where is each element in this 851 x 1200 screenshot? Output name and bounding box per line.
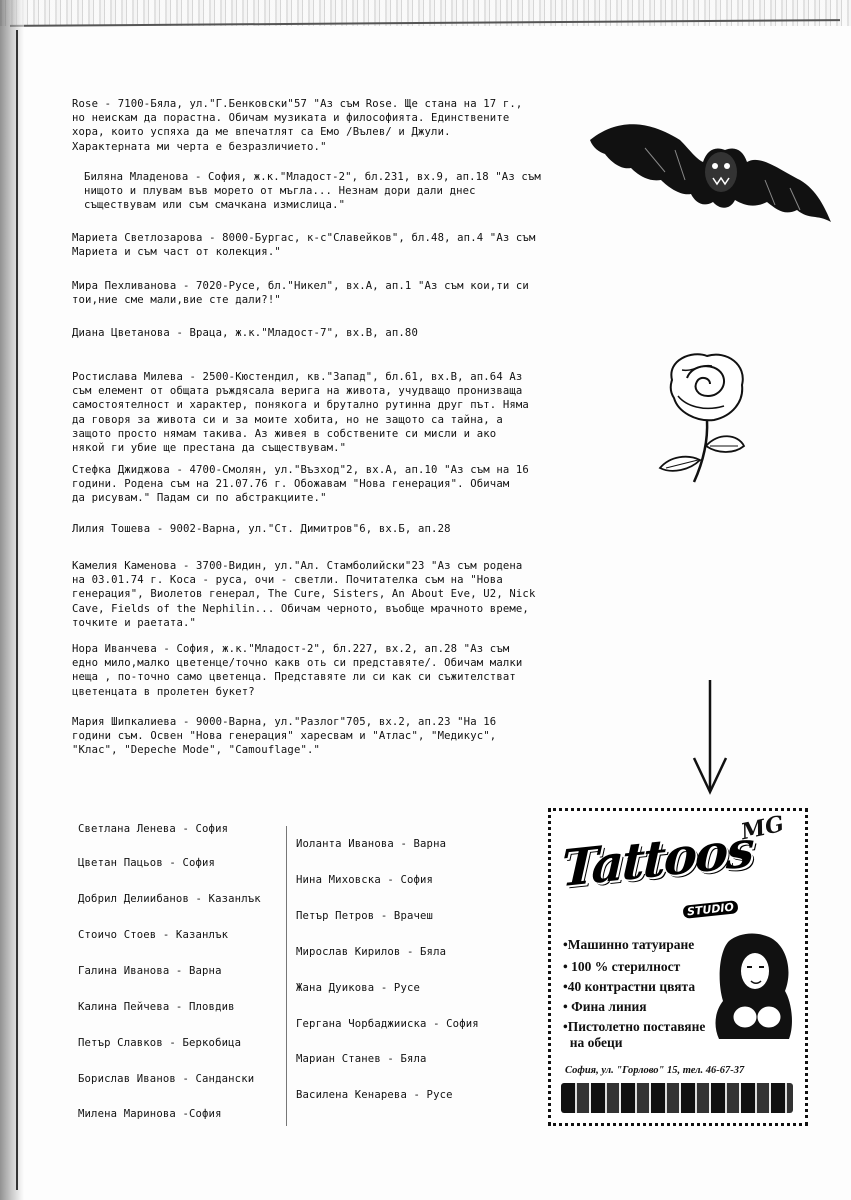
ad-mg-logo: MG bbox=[738, 810, 787, 846]
ad-studio-label: STUDIO bbox=[682, 900, 738, 919]
name-right-item: Нина Миховска - София bbox=[296, 874, 434, 886]
entry-diana: Диана Цветанова - Враца, ж.к."Младост-7", вх.В, ап.80 bbox=[72, 327, 418, 339]
ad-service-item: •Пистолетно поставяне bbox=[563, 1019, 706, 1034]
name-right-item: Жана Дуикова - Русе bbox=[296, 982, 421, 994]
ad-service-item: •Машинно татуиране bbox=[563, 937, 695, 952]
name-left-item: Галина Иванова - Варна bbox=[78, 965, 222, 977]
skull-border bbox=[561, 1083, 793, 1113]
name-left-item: Калина Пейчева - Пловдив bbox=[78, 1001, 235, 1013]
ad-service-item: • Фина линия bbox=[563, 999, 647, 1014]
entry-biliana: Биляна Младенова - София, ж.к."Младост-2", бл.231, вх.9, ап.18 "Аз съм нищото и плувам във морето от мъгла... Незнам дори дали днес съществувам или съм смачкана измислица." bbox=[84, 171, 541, 212]
entry-stefka: Стефка Джиджова - 4700-Смолян, ул."Възход"2, вх.А, ап.10 "Аз съм на 16 години. Родена съм на 21.07.76 г. Обожавам "Нова генерация". Обичам да рисувам." Падам си по абстракциите." bbox=[72, 464, 529, 505]
ad-service-item: •40 контрастни цвята bbox=[563, 979, 696, 994]
column-divider bbox=[286, 826, 287, 1126]
tattoo-woman-illustration bbox=[709, 931, 799, 1041]
ad-address: София, ул. "Горлово" 15, тел. 46-67-37 bbox=[565, 1065, 745, 1076]
name-left-item: Милена Маринова -София bbox=[78, 1108, 222, 1120]
entry-rose: Rose - 7100-Бяла, ул."Г.Бенковски"57 "Аз съм Rose. Ще стана на 17 г., но неискам да порастна. Обичам музиката и философията. Единствените хора, които успяха да ме впечатлят са Емо /Вълев/ и Джули. Характерната ми черта е безразличието." bbox=[72, 98, 523, 153]
name-right-item: Василена Кенарева - Русе bbox=[296, 1089, 453, 1101]
name-left-item: Петър Славков - Беркобица bbox=[78, 1037, 242, 1049]
entry-maria: Мария Шипкалиева - 9000-Варна, ул."Разлог"705, вх.2, ап.23 "На 16 години съм. Освен "Нова генерация" харесвам и "Атлас", "Медикус", "Клас", "Depeche Mode", "Camouflage"." bbox=[72, 716, 497, 757]
name-right-item: Петър Петров - Врачеш bbox=[296, 910, 434, 922]
name-left-item: Добрил Делиибанов - Казанлък bbox=[78, 893, 261, 905]
down-arrow bbox=[690, 678, 730, 798]
entry-marieta: Мариета Светлозарова - 8000-Бургас, к-с"Славейков", бл.48, ап.4 "Аз съм Мариета и съм част от колекция." bbox=[72, 232, 536, 259]
entry-nora: Нора Иванчева - София, ж.к."Младост-2", бл.227, вх.2, ап.28 "Аз съм едно мило,малко цветенце/точно какв оть си представяте/. Обичам малки неща , по-точно само цветенца. Представяте ли си как си съжителстват цветенцата в пролетен букет? bbox=[72, 643, 523, 698]
ad-service-item: • 100 % стерилност bbox=[563, 959, 681, 974]
name-left-item: Светлана Ленева - София bbox=[78, 823, 229, 835]
name-right-item: Иоланта Иванова - Варна bbox=[296, 838, 447, 850]
name-right-item: Мариан Станев - Бяла bbox=[296, 1053, 427, 1065]
ad-tattoos-logo: Tattoos bbox=[560, 818, 754, 899]
rose-illustration bbox=[652, 350, 752, 485]
tattoo-advertisement bbox=[548, 808, 808, 1126]
entry-rostislava: Ростислава Милева - 2500-Кюстендил, кв."Запад", бл.61, вх.В, ап.64 Аз съм елемент от общата ръждясала верига на живота, учудващо пронизваща самостоятелност и характер, понякога и брутално рутинна друг път. Няма да говоря за живота си и за моите хобита, но не защото са тайна, а защото просто нямам такива. Аз живея в собствените си мисли и ако някой ги убие ще престана да съществувам." bbox=[72, 371, 529, 455]
entry-lilia: Лилия Тошева - 9002-Варна, ул."Ст. Димитров"6, вх.Б, ап.28 bbox=[72, 523, 451, 535]
entry-mira: Мира Пехливанова - 7020-Русе, бл."Никел", вх.А, ап.1 "Аз съм кои,ти си тои,ние сме мали,вие сте дали?!" bbox=[72, 280, 529, 307]
scan-edge-line-left bbox=[16, 30, 18, 1190]
bat-illustration bbox=[585, 110, 835, 230]
name-right-item: Гергана Чорбаджииска - София bbox=[296, 1018, 479, 1030]
scan-edge-left bbox=[0, 0, 24, 1200]
name-right-item: Мирослав Кирилов - Бяла bbox=[296, 946, 447, 958]
ad-service-item: на обеци bbox=[563, 1035, 623, 1050]
name-left-item: Стоичо Стоев - Казанлък bbox=[78, 929, 229, 941]
entry-kamelia: Камелия Каменова - 3700-Видин, ул."Ал. Стамболийски"23 "Аз съм родена на 03.01.74 г. Коса - руса, очи - светли. Почитателка съм на "Нова генерация", Виолетов генерал, The Cure, Sisters, An About Eve, U2, Nick Cave, Fields of the Nephilin... Обичам черното, въобще мрачното време, точките и раетата." bbox=[72, 560, 536, 629]
name-left-item: Цветан Пацьов - София bbox=[78, 857, 216, 869]
name-left-item: Борислав Иванов - Сандански bbox=[78, 1073, 255, 1085]
